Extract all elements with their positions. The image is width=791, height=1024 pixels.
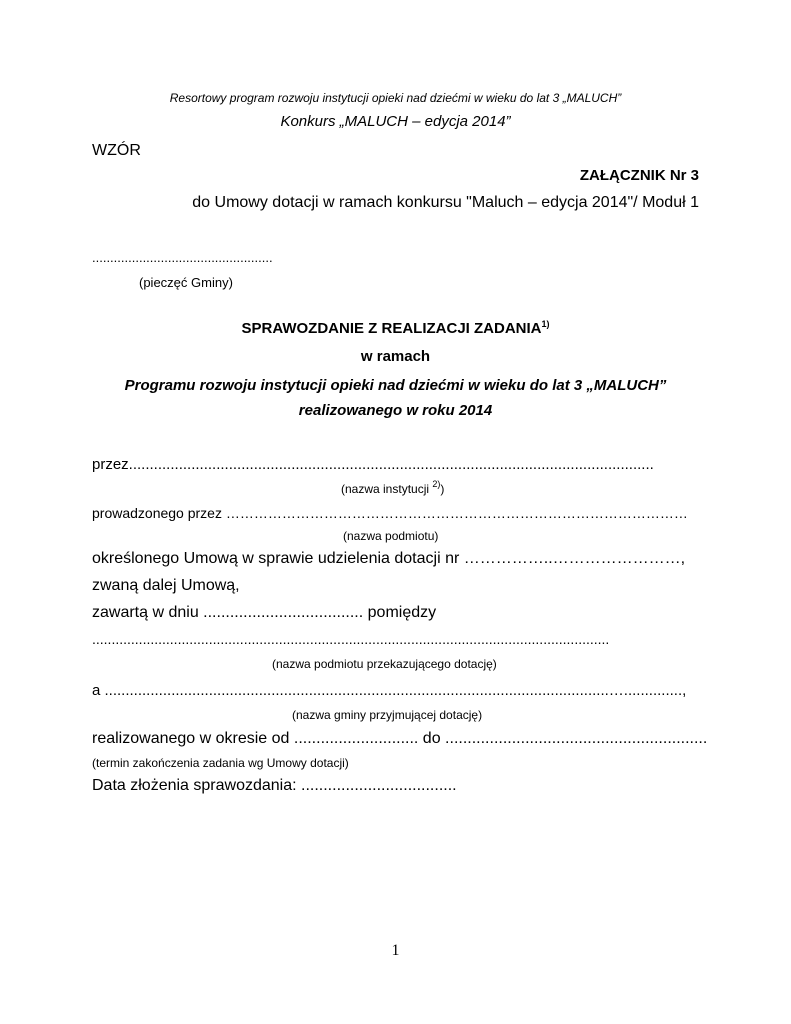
title-line4: realizowanego w roku 2014 <box>298 402 493 419</box>
title-line3: Programu rozwoju instytucji opieki nad dziećmi w wieku do lat 3 „MALUCH” <box>124 377 667 394</box>
wzor-label: WZÓR <box>92 142 141 159</box>
contest-line: Konkurs „MALUCH – edycja 2014” <box>280 113 511 130</box>
prowadzonego-line: prowadzonego przez ……………………………………………………………………………………… <box>92 505 688 521</box>
data-line: Data złożenia sprawozdania: ................................... <box>92 777 457 794</box>
przez-caption <box>341 479 445 496</box>
zawarta-line: zawartą w dniu .................................... pomiędzy <box>92 604 437 621</box>
podmiot-caption: (nazwa podmiotu przekazującego dotację) <box>272 657 497 671</box>
prowadzonego-caption: (nazwa podmiotu) <box>343 529 439 543</box>
title-line2: w ramach <box>360 348 431 365</box>
przez-caption-footnote: 2) <box>432 479 441 489</box>
przez-caption-text: (nazwa instytucji <box>341 482 433 496</box>
report-title <box>0 320 791 337</box>
stamp-caption: (pieczęć Gminy) <box>139 275 233 290</box>
annex-subtitle: do Umowy dotacji w ramach konkursu "Maluch – edycja 2014"/ Moduł 1 <box>192 194 699 211</box>
report-title-text: SPRAWOZDANIE Z REALIZACJI ZADANIA <box>241 320 542 337</box>
okreslonego-line: określonego Umową w sprawie udzielenia dotacji nr ……………..……………………, <box>92 550 686 567</box>
annex-title: ZAŁĄCZNIK Nr 3 <box>579 167 699 184</box>
program-line: Resortowy program rozwoju instytucji opieki nad dziećmi w wieku do lat 3 „MALUCH” <box>169 91 622 105</box>
przez-caption-close: ) <box>440 482 445 496</box>
gmina-caption: (nazwa gminy przyjmującej dotację) <box>292 708 483 722</box>
page-number: 1 <box>391 942 400 959</box>
a-line: a .........................................................................................................................….............., <box>92 682 687 699</box>
stamp-dots: .................................................. <box>92 250 273 265</box>
report-title-footnote: 1) <box>541 319 550 329</box>
okres-line: realizowanego w okresie od ............................ do ........................................................... <box>92 730 708 747</box>
zwana-line: zwaną dalej Umową, <box>92 577 240 594</box>
termin-caption: (termin zakończenia zadania wg Umowy dotacji) <box>92 756 349 770</box>
dots-line: ..................................................................................................................................... <box>92 631 610 647</box>
przez-line: przez.............................................................................................................................. <box>92 456 654 473</box>
